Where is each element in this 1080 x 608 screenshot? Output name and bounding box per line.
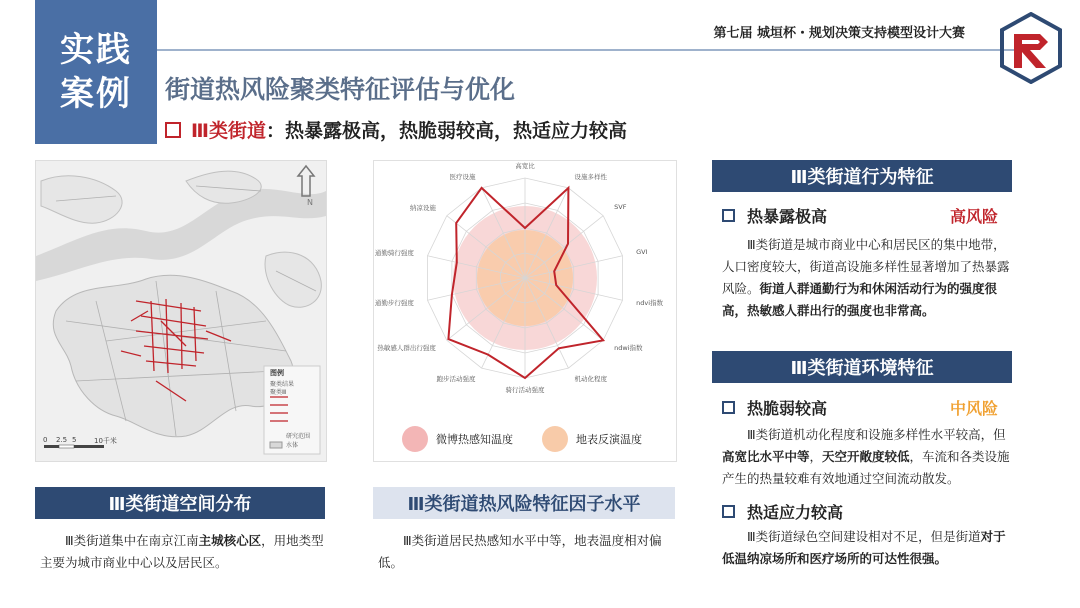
radar-chart: [373, 160, 677, 462]
radar-axis-label: 高宽比: [515, 162, 535, 170]
page-subtitle: [165, 116, 627, 143]
legend-surface: [542, 426, 642, 452]
radar-axis-label: 机动化程度: [574, 374, 607, 383]
page-title: 街道热风险聚类特征评估与优化: [165, 75, 516, 104]
behavior-section-heading: 热暴露极高 高风险: [722, 204, 1012, 227]
radar-axis-label: 设施多样性: [574, 173, 607, 182]
map-legend-item: 聚类Ⅲ: [270, 389, 287, 396]
legend-label-weibo: 微博热感知温度: [436, 433, 513, 446]
spatial-description: Ⅲ类街道集中在南京江南主城核心区，用地类型主要为城市商业中心以及居民区。: [40, 533, 324, 570]
case-badge: [35, 0, 157, 144]
environment-section-heading: 热脆弱较高 中风险: [722, 396, 1012, 419]
map-north-label: N: [307, 198, 313, 207]
map-legend-item: 研究范围: [286, 433, 311, 440]
scale-label: 5: [72, 436, 77, 444]
radar-axis-label: 跑步活动强度: [436, 374, 476, 383]
radar-graphic: [374, 161, 676, 421]
badge-line2: 案例: [60, 74, 132, 114]
radar-axis-label: SVF: [614, 203, 627, 212]
radar-axis-label: 医疗设施: [449, 173, 476, 182]
scale-label: 10千米: [94, 437, 117, 445]
subtitle-text: ：热暴露极高，热脆弱较高，热适应力较高: [265, 120, 627, 142]
radar-axis-label: ndwi指数: [614, 343, 643, 352]
badge-line1: 实践: [60, 30, 132, 70]
contest-logo-icon: [1000, 12, 1062, 84]
behavior-description: Ⅲ类街道是城市商业中心和居民区的集中地带，人口密度较大，街道高设施多样性显著增加了热暴露风险。街道人群通勤行为和休闲活动行为的强度很高，热敏感人群出行的强度也非常高。: [722, 237, 1010, 318]
radar-axis-label: 通勤步行强度: [374, 298, 414, 307]
risk-label-medium: 中风险: [949, 399, 998, 418]
street-cluster-map: [35, 160, 327, 462]
map-legend-item: 聚类结果: [270, 381, 295, 388]
radar-axis-label: 骑行活动强度: [505, 386, 545, 394]
legend-weibo: [402, 426, 513, 452]
legend-swatch-weibo: [402, 426, 428, 452]
scale-label: 2.5: [56, 436, 68, 444]
square-bullet-icon: [722, 209, 735, 222]
scale-label: 0: [43, 436, 48, 444]
adaptation-description: Ⅲ类街道绿色空间建设相对不足，但是街道对于低温纳凉场所和医疗场所的可达性很强。: [722, 529, 1006, 566]
legend-label-surface: 地表反演温度: [576, 433, 642, 446]
factor-level-bar: Ⅲ类街道热风险特征因子水平: [373, 487, 675, 519]
behavior-feature-bar: Ⅲ类街道行为特征: [712, 160, 1012, 192]
legend-swatch-surface: [542, 426, 568, 452]
square-bullet-icon: [722, 401, 735, 414]
map-graphic: [36, 161, 326, 461]
subtitle-prefix: Ⅲ类街道: [191, 120, 266, 142]
radar-axis-label: 通勤骑行强度: [374, 249, 414, 258]
contest-title: 第七届 城垣杯・规划决策支持模型设计大赛: [713, 26, 965, 41]
factor-description: Ⅲ类街道居民热感知水平中等，地表温度相对偏低。: [378, 533, 662, 570]
environment-description: Ⅲ类街道机动化程度和设施多样性水平较高，但高宽比水平中等，天空开敞度较低，车流和各类设施产生的热量较难有效地通过空间流动散发。: [722, 427, 1010, 486]
radar-axis-label: ndvi指数: [636, 298, 664, 307]
radar-axis-label: GVI: [636, 248, 648, 257]
risk-label-high: 高风险: [949, 207, 998, 226]
map-legend-item: 水体: [286, 442, 299, 449]
map-legend-title: 图例: [270, 369, 284, 377]
radar-axis-label: 纳凉设施: [409, 204, 436, 213]
square-bullet-icon: [165, 122, 181, 138]
adaptation-section-heading: 热适应力较高: [722, 500, 1012, 523]
spatial-distribution-bar: Ⅲ类街道空间分布: [35, 487, 325, 519]
radar-axis-label: 热敏感人群出行强度: [377, 343, 436, 352]
environment-feature-bar: Ⅲ类街道环境特征: [712, 351, 1012, 383]
header-divider: [157, 49, 1025, 51]
square-bullet-icon: [722, 505, 735, 518]
